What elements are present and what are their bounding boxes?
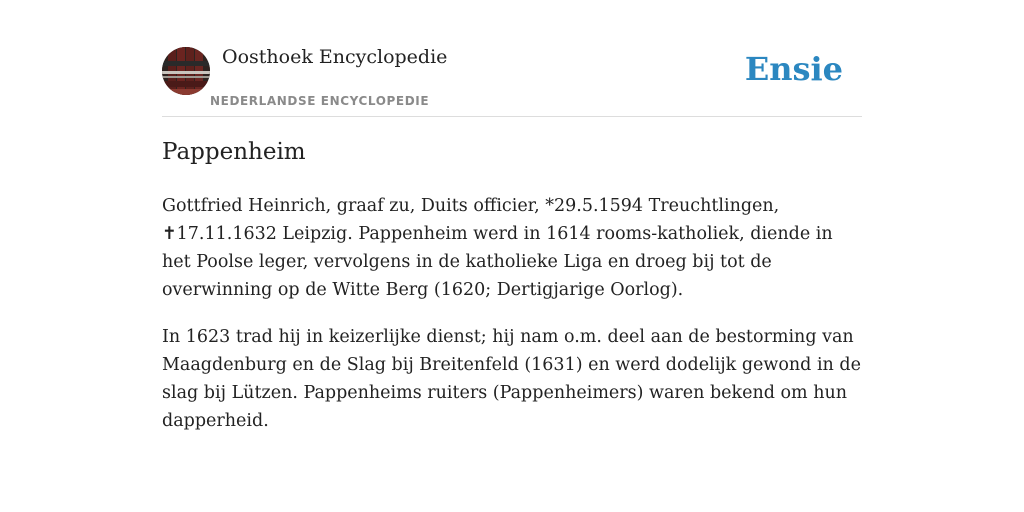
article-paragraph: Gottfried Heinrich, graaf zu, Duits officier, *29.5.1594 Treuchtlingen, ✝17.11.1632 Leipzig. Pappenheim werd in 1614 rooms-katholiek, diende in het Poolse leger, vervolgens in de katholieke Liga en droeg bij tot de overwinning op de Witte Berg (1620; Dertigjarige Oorlog). bbox=[162, 196, 833, 300]
article-paragraph: In 1623 trad hij in keizerlijke dienst; hij nam o.m. deel aan de bestorming van Maagdenburg en de Slag bij Breitenfeld (1631) en werd dodelijk gewond in de slag bij Lützen. Pappenheims ruiters (Pappenheimers) waren bekend om hun dapperheid. bbox=[162, 327, 861, 431]
site-header bbox=[162, 40, 862, 117]
ensie-logo[interactable]: Ensie bbox=[744, 50, 843, 88]
encyclopedia-books-avatar[interactable] bbox=[162, 47, 210, 95]
site-subtitle: NEDERLANDSE ENCYCLOPEDIE bbox=[210, 94, 430, 108]
site-name[interactable]: Oosthoek Encyclopedie bbox=[222, 46, 448, 68]
article-title: Pappenheim bbox=[162, 139, 306, 165]
books-image-icon bbox=[162, 47, 210, 95]
article-body bbox=[162, 192, 862, 454]
